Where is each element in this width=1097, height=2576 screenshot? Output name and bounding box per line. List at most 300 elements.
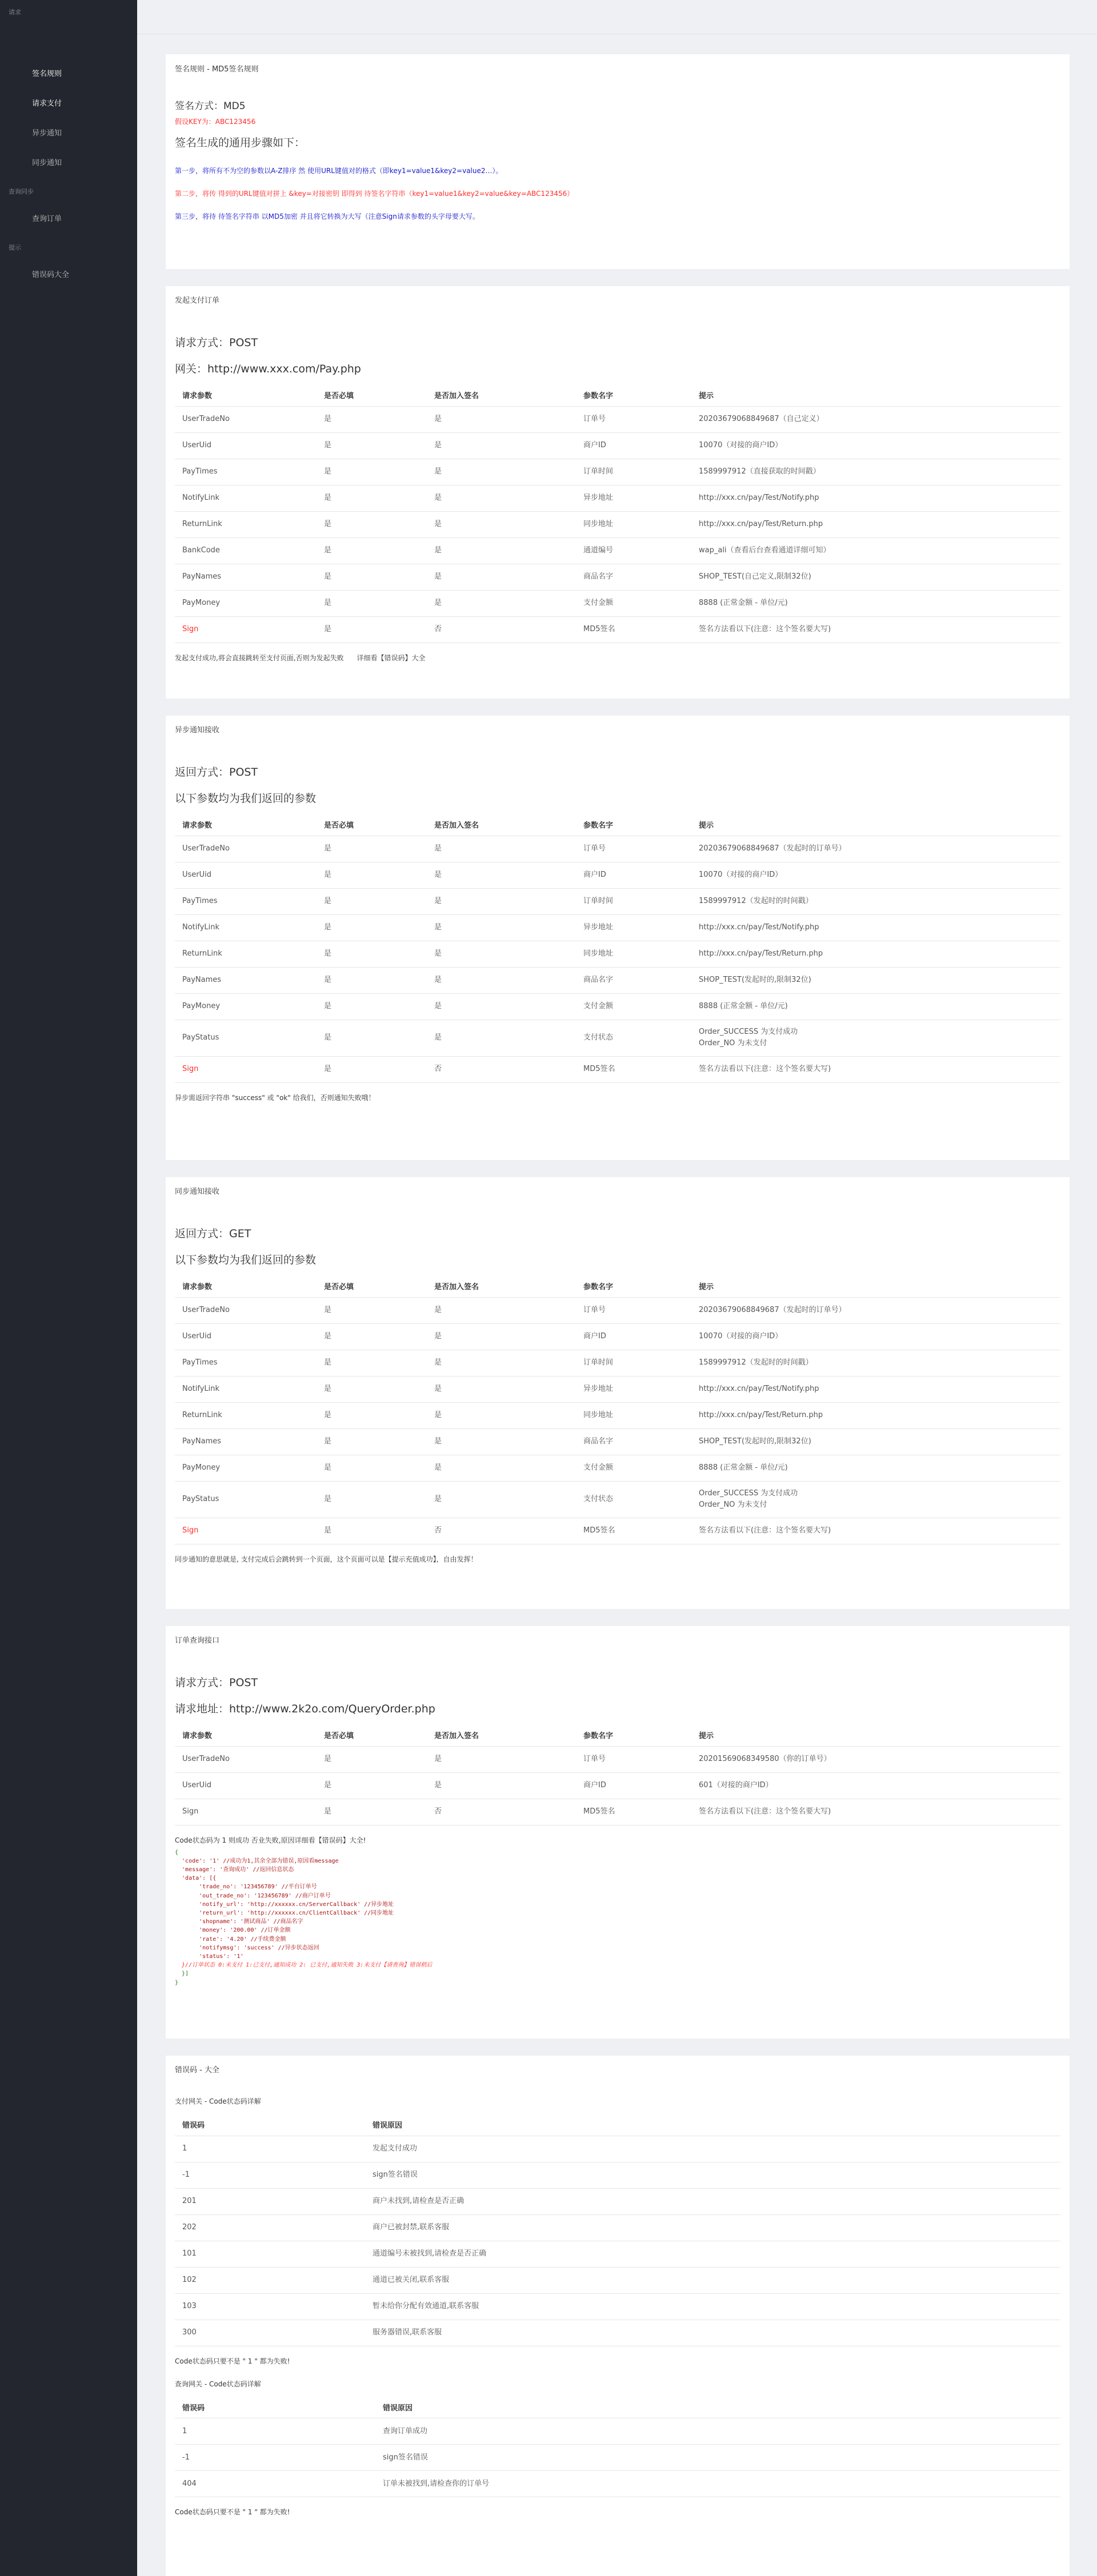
- sync-params-table: [175, 1275, 1060, 1544]
- table-cell: 订单时间: [576, 888, 691, 914]
- code-line: }//订单状态 0:未支付 1:已支付,通知成功 2: 已支付,通知失败 3:未支付【请查询】错误稍后: [175, 1962, 433, 1969]
- section-title: 发起支付订单: [175, 296, 220, 305]
- pay-codes-subtitle: 支付网关 - Code状态码详解: [175, 2097, 261, 2105]
- table-cell: MD5签名: [576, 1056, 691, 1082]
- table-cell: -1: [175, 2445, 375, 2471]
- table-cell: 否: [427, 616, 576, 643]
- query-order-card: [166, 1626, 1070, 2039]
- table-row: [175, 862, 1060, 888]
- sidebar-item-query-order[interactable]: 查询订单: [32, 215, 62, 223]
- table-cell: 1589997912（发起时的时间戳）: [691, 888, 1060, 914]
- table-cell: 同步地址: [576, 511, 691, 537]
- table-body: [175, 1297, 1060, 1544]
- code-line: }: [175, 1979, 179, 1986]
- table-cell: 异步地址: [576, 1376, 691, 1402]
- table-row: [175, 2418, 1060, 2445]
- table-row: [175, 836, 1060, 862]
- table-cell: 是: [317, 406, 427, 432]
- sidebar-group-label: 请求: [9, 9, 21, 16]
- top-bar: [137, 0, 1097, 34]
- table-cell: ReturnLink: [175, 1402, 317, 1429]
- table-row: [175, 1056, 1060, 1082]
- table-cell: 订单号: [576, 836, 691, 862]
- sidebar-item-async-notify[interactable]: 异步通知: [32, 129, 62, 138]
- breadcrumb: 签名规则 - MD5签名规则: [175, 65, 259, 74]
- code-line: 'message': '查询成功' //返回信息状态: [175, 1866, 294, 1873]
- table-row: [175, 1746, 1060, 1772]
- table-row: [175, 1772, 1060, 1799]
- table-cell: 是: [427, 993, 576, 1020]
- table-cell: SHOP_TEST(发起时的,限制32位): [691, 1429, 1060, 1455]
- sidebar-item-request-pay[interactable]: 请求支付: [32, 99, 62, 108]
- sign-method: 签名方式：MD5: [175, 101, 246, 112]
- request-method: 请求方式：POST: [175, 336, 258, 349]
- table-cell: 是: [317, 1799, 427, 1825]
- table-cell: 1: [175, 2136, 365, 2162]
- table-cell: 是: [317, 511, 427, 537]
- table-cell: -1: [175, 2162, 365, 2188]
- table-cell: 10070（对接的商户ID）: [691, 862, 1060, 888]
- table-cell: PayStatus: [175, 1020, 317, 1056]
- table-cell: 是: [427, 1746, 576, 1772]
- col-header: 错误原因: [375, 2397, 1060, 2418]
- table-cell: 商户ID: [576, 432, 691, 459]
- sidebar-group-label: 提示: [9, 244, 21, 251]
- pay-error-codes-table: [175, 2114, 1060, 2346]
- return-method: 返回方式：POST: [175, 766, 258, 779]
- table-cell: 是: [427, 1455, 576, 1481]
- table-cell: 通道已被关闭,联系客服: [365, 2267, 1060, 2293]
- table-cell: 是: [427, 432, 576, 459]
- table-cell: http://xxx.cn/pay/Test/Notify.php: [691, 914, 1060, 941]
- col-header: 是否必填: [317, 1724, 427, 1746]
- table-cell: 支付状态: [576, 1020, 691, 1056]
- sidebar: [0, 0, 137, 2576]
- table-cell: 是: [427, 590, 576, 616]
- table-cell: http://xxx.cn/pay/Test/Return.php: [691, 941, 1060, 967]
- table-cell: 是: [317, 941, 427, 967]
- col-header: 请求参数: [175, 384, 317, 406]
- table-cell: UserTradeNo: [175, 406, 317, 432]
- table-cell: 支付金额: [576, 590, 691, 616]
- table-row: [175, 485, 1060, 511]
- gateway-url: 网关：http://www.xxx.com/Pay.php: [175, 363, 361, 375]
- table-cell: BankCode: [175, 537, 317, 564]
- table-row: [175, 2162, 1060, 2188]
- table-cell: 服务器错误,联系客服: [365, 2320, 1060, 2346]
- table-header-row: [175, 1275, 1060, 1297]
- table-cell: 102: [175, 2267, 365, 2293]
- table-cell: MD5签名: [576, 616, 691, 643]
- table-row: [175, 1402, 1060, 1429]
- table-cell: 1589997912（发起时的时间戳）: [691, 1350, 1060, 1376]
- table-cell: 601（对接的商户ID）: [691, 1772, 1060, 1799]
- table-cell: 同步地址: [576, 1402, 691, 1429]
- table-cell: 商品名字: [576, 564, 691, 590]
- table-cell: 商户ID: [576, 862, 691, 888]
- table-cell: 订单号: [576, 406, 691, 432]
- pay-params-table: [175, 384, 1060, 643]
- response-code-block: [175, 1848, 1060, 1987]
- table-row: [175, 2293, 1060, 2320]
- table-cell: 是: [427, 459, 576, 485]
- table-cell: http://xxx.cn/pay/Test/Return.php: [691, 511, 1060, 537]
- error-codes-card: [166, 2056, 1070, 2576]
- table-cell: 异步地址: [576, 485, 691, 511]
- table-cell: 8888 (正常金额 - 单位/元): [691, 1455, 1060, 1481]
- table-cell: 404: [175, 2471, 375, 2497]
- table-cell: 是: [317, 1056, 427, 1082]
- table-body: [175, 2418, 1060, 2497]
- table-row: [175, 2320, 1060, 2346]
- table-cell: UserUid: [175, 862, 317, 888]
- table-cell: 是: [427, 836, 576, 862]
- table-cell: 是: [427, 1376, 576, 1402]
- table-cell: 订单未被找到,请检查你的订单号: [375, 2471, 1060, 2497]
- table-cell: 是: [427, 511, 576, 537]
- table-cell: 否: [427, 1799, 576, 1825]
- col-header: 提示: [691, 384, 1060, 406]
- table-row: [175, 2188, 1060, 2214]
- table-cell: PayTimes: [175, 888, 317, 914]
- table-cell: 是: [427, 537, 576, 564]
- table-row: [175, 1020, 1060, 1056]
- table-cell: 商户已被封禁,联系客服: [365, 2214, 1060, 2241]
- section-title: 同步通知接收: [175, 1187, 220, 1196]
- table-row: [175, 1429, 1060, 1455]
- table-cell: 是: [317, 1455, 427, 1481]
- table-cell: 商户未找到,请检查是否正确: [365, 2188, 1060, 2214]
- table-row: [175, 1481, 1060, 1518]
- table-cell: 同步地址: [576, 941, 691, 967]
- table-row: [175, 914, 1060, 941]
- table-cell: 20201569068349580（你的订单号）: [691, 1746, 1060, 1772]
- col-header: 错误码: [175, 2397, 375, 2418]
- table-cell: http://xxx.cn/pay/Test/Notify.php: [691, 485, 1060, 511]
- col-header: 是否加入签名: [427, 814, 576, 836]
- table-cell: 是: [427, 1323, 576, 1350]
- code-line: {: [175, 1849, 179, 1856]
- code-line: 'trade_no': '123456789' //平台订单号: [175, 1884, 317, 1891]
- table-cell: 103: [175, 2293, 365, 2320]
- sidebar-item-error-codes[interactable]: 错误码大全: [32, 271, 70, 279]
- col-header: 请求参数: [175, 814, 317, 836]
- table-cell: 是: [317, 1297, 427, 1323]
- table-cell: 暂未给你分配有效通道,联系客服: [365, 2293, 1060, 2320]
- table-cell: 20203679068849687（发起时的订单号）: [691, 1297, 1060, 1323]
- table-row: [175, 2267, 1060, 2293]
- table-cell: 是: [317, 1350, 427, 1376]
- table-cell: SHOP_TEST(发起时的,限制32位): [691, 967, 1060, 993]
- table-cell: 是: [317, 888, 427, 914]
- table-cell: Order_SUCCESS 为支付成功 Order_NO 为未支付: [691, 1020, 1060, 1056]
- col-header: 错误原因: [365, 2114, 1060, 2136]
- code-line: 'return_url': 'http://xxxxxx.cn/ClientCallback' //同步地址: [175, 1909, 394, 1916]
- table-cell: 是: [427, 888, 576, 914]
- table-cell: 是: [427, 406, 576, 432]
- table-cell: NotifyLink: [175, 1376, 317, 1402]
- query-codes-subtitle: 查询网关 - Code状态码详解: [175, 2380, 261, 2388]
- table-cell: 是: [317, 1429, 427, 1455]
- col-header: 参数名字: [576, 1275, 691, 1297]
- table-cell: sign签名错误: [375, 2445, 1060, 2471]
- col-header: 参数名字: [576, 384, 691, 406]
- table-cell: 是: [317, 967, 427, 993]
- table-cell: 是: [427, 1402, 576, 1429]
- table-row: [175, 564, 1060, 590]
- table-cell: 通道编号未被找到,请检查是否正确: [365, 2241, 1060, 2267]
- steps-title: 签名生成的通用步骤如下：: [175, 137, 306, 149]
- table-cell: 是: [317, 564, 427, 590]
- sidebar-item-sign-rules[interactable]: 签名规则: [32, 70, 62, 78]
- table-cell: 300: [175, 2320, 365, 2346]
- section-title: 异步通知接收: [175, 726, 220, 735]
- table-header-row: [175, 1724, 1060, 1746]
- step-1: 第一步，将所有不为空的参数以A-Z排序 然 使用URL键值对的格式（即key1=value1&key2=value2…）。: [175, 167, 503, 175]
- query-error-codes-table: [175, 2397, 1060, 2498]
- table-cell: 是: [427, 1429, 576, 1455]
- table-row: [175, 432, 1060, 459]
- table-cell: 101: [175, 2241, 365, 2267]
- col-header: 提示: [691, 1724, 1060, 1746]
- table-cell: Sign: [175, 616, 317, 643]
- table-cell: 是: [317, 1402, 427, 1429]
- table-row: [175, 2136, 1060, 2162]
- code-status-note: Code状态码为 1 则成功 否业失败,原因详细看【错误码】大全!: [175, 1836, 366, 1844]
- col-header: 请求参数: [175, 1724, 317, 1746]
- table-cell: PayTimes: [175, 459, 317, 485]
- table-cell: 10070（对接的商户ID）: [691, 432, 1060, 459]
- table-cell: 是: [317, 836, 427, 862]
- table-cell: 是: [317, 914, 427, 941]
- table-cell: 是: [317, 1376, 427, 1402]
- sidebar-group-label: 查询同步: [9, 188, 34, 195]
- table-cell: 是: [317, 537, 427, 564]
- table-header-row: [175, 2397, 1060, 2418]
- table-cell: 商品名字: [576, 967, 691, 993]
- main-content: [166, 54, 1070, 2576]
- table-cell: 是: [317, 1020, 427, 1056]
- table-cell: 是: [317, 993, 427, 1020]
- table-row: [175, 2445, 1060, 2471]
- table-cell: http://xxx.cn/pay/Test/Notify.php: [691, 1376, 1060, 1402]
- table-row: [175, 459, 1060, 485]
- table-cell: NotifyLink: [175, 914, 317, 941]
- code-line: 'out_trade_no': '123456789' //商户订单号: [175, 1892, 331, 1899]
- table-cell: ReturnLink: [175, 511, 317, 537]
- col-header: 参数名字: [576, 1724, 691, 1746]
- table-cell: 支付金额: [576, 1455, 691, 1481]
- table-row: [175, 888, 1060, 914]
- table-cell: 20203679068849687（自己定义）: [691, 406, 1060, 432]
- col-header: 错误码: [175, 2114, 365, 2136]
- table-cell: 是: [317, 432, 427, 459]
- table-body: [175, 406, 1060, 643]
- table-cell: 签名方法看以下(注意：这个签名要大写): [691, 616, 1060, 643]
- table-cell: UserTradeNo: [175, 1746, 317, 1772]
- query-codes-footer: Code状态码只要不是 " 1 " 都为失败!: [175, 2508, 290, 2516]
- table-cell: 是: [317, 590, 427, 616]
- table-cell: 是: [317, 1323, 427, 1350]
- table-cell: 发起支付成功: [365, 2136, 1060, 2162]
- table-cell: Sign: [175, 1799, 317, 1825]
- table-cell: 1: [175, 2418, 375, 2445]
- table-cell: 是: [427, 1350, 576, 1376]
- request-method: 请求方式：POST: [175, 1676, 258, 1689]
- table-row: [175, 1376, 1060, 1402]
- table-header-row: [175, 2114, 1060, 2136]
- table-cell: wap_ali（查看后台查看通道详细可知）: [691, 537, 1060, 564]
- table-cell: 是: [427, 914, 576, 941]
- table-row: [175, 590, 1060, 616]
- col-header: 请求参数: [175, 1275, 317, 1297]
- table-cell: 签名方法看以下(注意：这个签名要大写): [691, 1799, 1060, 1825]
- table-cell: 异步地址: [576, 914, 691, 941]
- table-cell: SHOP_TEST(自己定义,限制32位): [691, 564, 1060, 590]
- table-cell: 商品名字: [576, 1429, 691, 1455]
- async-notify-card: [166, 716, 1070, 1160]
- table-row: [175, 2214, 1060, 2241]
- table-cell: 支付状态: [576, 1481, 691, 1518]
- table-cell: 商户ID: [576, 1323, 691, 1350]
- table-cell: 是: [317, 485, 427, 511]
- col-header: 参数名字: [576, 814, 691, 836]
- step-2: 第二步，将传 得到的URL键值对拼上 &key=对接密钥 即得到 待签名字符串（key1=value1&key2=value&key=ABC123456）: [175, 190, 574, 198]
- table-row: [175, 1799, 1060, 1825]
- table-cell: 是: [317, 1481, 427, 1518]
- table-cell: PayMoney: [175, 1455, 317, 1481]
- table-row: [175, 1518, 1060, 1544]
- step-3: 第三步，将待 待签名字符串 以MD5加密 并且将它转换为大写（注意Sign请求参数的头字母要大写。: [175, 212, 479, 220]
- code-line: 'notifymsg': 'success' //异步状态返回: [175, 1944, 319, 1951]
- table-cell: 通道编号: [576, 537, 691, 564]
- table-cell: PayNames: [175, 1429, 317, 1455]
- sign-rules-card: [166, 54, 1070, 269]
- table-cell: PayNames: [175, 967, 317, 993]
- table-cell: 订单时间: [576, 459, 691, 485]
- table-cell: 查询订单成功: [375, 2418, 1060, 2445]
- code-line: 'notify_url': 'http://xxxxxx.cn/ServerCallback' //异步地址: [175, 1901, 394, 1908]
- table-body: [175, 1746, 1060, 1825]
- table-cell: 是: [317, 1772, 427, 1799]
- table-cell: 是: [317, 1518, 427, 1544]
- code-line: 'status': '1': [175, 1953, 244, 1960]
- table-cell: 是: [427, 862, 576, 888]
- table-cell: 是: [427, 967, 576, 993]
- request-address: 请求地址：http://www.2k2o.com/QueryOrder.php: [175, 1703, 435, 1715]
- table-cell: 是: [317, 616, 427, 643]
- sidebar-item-sync-notify[interactable]: 同步通知: [32, 159, 62, 167]
- table-cell: 是: [317, 459, 427, 485]
- code-line: 'money': '200.00' //订单金额: [175, 1927, 291, 1934]
- table-cell: UserUid: [175, 432, 317, 459]
- col-header: 是否加入签名: [427, 1724, 576, 1746]
- params-subtitle: 以下参数均为我们返回的参数: [175, 792, 317, 805]
- table-row: [175, 967, 1060, 993]
- table-row: [175, 1297, 1060, 1323]
- col-header: 是否加入签名: [427, 1275, 576, 1297]
- table-row: [175, 406, 1060, 432]
- table-body: [175, 836, 1060, 1082]
- table-cell: 是: [427, 1772, 576, 1799]
- table-cell: 订单号: [576, 1746, 691, 1772]
- table-cell: 否: [427, 1518, 576, 1544]
- key-example: 假设KEY为：ABC123456: [175, 118, 256, 126]
- col-header: 是否必填: [317, 814, 427, 836]
- return-method: 返回方式：GET: [175, 1227, 251, 1240]
- pay-codes-footer: Code状态码只要不是 " 1 " 都为失败!: [175, 2357, 290, 2365]
- table-cell: PayTimes: [175, 1350, 317, 1376]
- async-params-table: [175, 814, 1060, 1083]
- table-row: [175, 2241, 1060, 2267]
- table-cell: ReturnLink: [175, 941, 317, 967]
- code-line: 'rate': '4.20' //手续费金额: [175, 1936, 286, 1943]
- table-cell: 是: [427, 1481, 576, 1518]
- table-row: [175, 1350, 1060, 1376]
- table-cell: sign签名错误: [365, 2162, 1060, 2188]
- table-cell: UserTradeNo: [175, 836, 317, 862]
- table-row: [175, 1455, 1060, 1481]
- table-cell: PayMoney: [175, 993, 317, 1020]
- section-title: 订单查询接口: [175, 1636, 220, 1645]
- table-cell: 是: [317, 862, 427, 888]
- table-cell: MD5签名: [576, 1518, 691, 1544]
- params-subtitle: 以下参数均为我们返回的参数: [175, 1254, 317, 1266]
- table-row: [175, 1323, 1060, 1350]
- table-cell: MD5签名: [576, 1799, 691, 1825]
- query-params-table: [175, 1724, 1060, 1825]
- code-line: }]: [175, 1971, 189, 1977]
- col-header: 是否必填: [317, 384, 427, 406]
- table-cell: 商户ID: [576, 1772, 691, 1799]
- table-row: [175, 511, 1060, 537]
- table-row: [175, 993, 1060, 1020]
- table-cell: 否: [427, 1056, 576, 1082]
- code-line: 'shopname': '测试商品' //商品名字: [175, 1919, 303, 1925]
- table-cell: UserUid: [175, 1323, 317, 1350]
- table-cell: 202: [175, 2214, 365, 2241]
- table-cell: UserTradeNo: [175, 1297, 317, 1323]
- col-header: 提示: [691, 1275, 1060, 1297]
- table-cell: 8888 (正常金额 - 单位/元): [691, 993, 1060, 1020]
- table-cell: 10070（对接的商户ID）: [691, 1323, 1060, 1350]
- table-body: [175, 2136, 1060, 2346]
- table-cell: 是: [427, 1297, 576, 1323]
- code-line: 'code': '1' //成功为1,其余全部为错误,原因看message: [175, 1857, 339, 1864]
- table-cell: 是: [427, 485, 576, 511]
- table-cell: Sign: [175, 1518, 317, 1544]
- col-header: 是否加入签名: [427, 384, 576, 406]
- table-row: [175, 537, 1060, 564]
- table-cell: 订单号: [576, 1297, 691, 1323]
- async-footer-note: 异步需返回字符串 "success" 或 "ok" 给我们，否则通知失败哦！: [175, 1093, 375, 1102]
- table-header-row: [175, 384, 1060, 406]
- table-cell: 签名方法看以下(注意：这个签名要大写): [691, 1056, 1060, 1082]
- table-row: [175, 2471, 1060, 2497]
- table-cell: 是: [427, 1020, 576, 1056]
- table-cell: NotifyLink: [175, 485, 317, 511]
- table-row: [175, 941, 1060, 967]
- table-cell: http://xxx.cn/pay/Test/Return.php: [691, 1402, 1060, 1429]
- table-cell: 是: [317, 1746, 427, 1772]
- table-cell: 1589997912（直接获取的时间戳）: [691, 459, 1060, 485]
- col-header: 提示: [691, 814, 1060, 836]
- table-cell: 20203679068849687（发起时的订单号）: [691, 836, 1060, 862]
- pay-footer-note: 发起支付成功,将会直接跳转至支付页面,否则为发起失败 详细看【错误码】大全: [175, 653, 426, 662]
- table-cell: PayNames: [175, 564, 317, 590]
- table-cell: 201: [175, 2188, 365, 2214]
- table-cell: UserUid: [175, 1772, 317, 1799]
